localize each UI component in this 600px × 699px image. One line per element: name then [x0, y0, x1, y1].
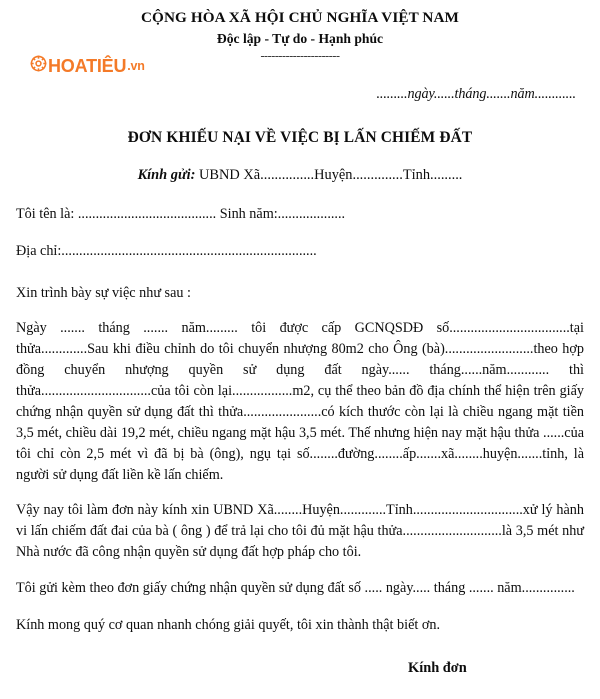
logo-wordmark: HOATIÊU	[48, 56, 127, 76]
date-placeholder-line: .........ngày......tháng.......năm............	[376, 85, 576, 102]
logo-tld: .vn	[127, 58, 145, 73]
ship-wheel-icon	[30, 55, 47, 77]
signature-label: Kính đơn	[408, 659, 467, 676]
body-paragraph-1: Ngày ....... tháng ....... năm......... tôi được cấp GCNQSDĐ số..................................tại thửa.............Sau khi điều chỉnh do tôi chuyển nhượng 80m2 cho Ông (bà).........................theo hợp đồng chuyển nhượng quyền sử dụng đất ngày...... tháng......năm............ thì thửa...............................của tôi còn lại.................m2, cụ thể theo bản đồ địa chính thể hiện trên giấy chứng nhận quyền sử dụng đất thì thửa......................có kích thước còn lại là chiều ngang mặt tiền 3,5 mét, chiều dài 19,2 mét, chiều ngang mặt hậu 3,5 mét. Thế nhưng hiện nay mặt hậu thửa ......của tôi chỉ còn 2,5 mét vì đã bị bà (ông), ngụ tại số........đường........ấp.......xã........huyện.......tỉnh, là người sử dụng đất liền kề lấn chiếm.	[16, 320, 584, 483]
recipient-label: Kính gửi:	[137, 166, 196, 183]
statement-intro: Xin trình bày sự việc như sau :	[16, 285, 191, 302]
field-address: Địa chỉ:........................................................................	[16, 243, 317, 259]
national-motto: Độc lập - Tự do - Hạnh phúc	[216, 31, 384, 47]
body-paragraph-2: Vậy nay tôi làm đơn này kính xin UBND Xã........Huyện.............Tỉnh...............................xử lý hành vi lấn chiếm đất đai của bà ( ông ) để trả lại cho tôi đủ mặt hậu thửa............................là 3,5 mét như Nhà nước đã công nhận quyền sử dụng đất hợp pháp cho tôi.	[16, 502, 584, 561]
header-separator: ----------------------	[260, 51, 340, 62]
recipient-line	[16, 167, 584, 184]
document-title: ĐƠN KHIẾU NẠI VỀ VIỆC BỊ LẤN CHIẾM ĐẤT	[127, 128, 473, 146]
nation-title: CỘNG HÒA XÃ HỘI CHỦ NGHĨA VIỆT NAM	[140, 9, 459, 26]
recipient-value: UBND Xã...............Huyện..............Tỉnh.........	[199, 166, 463, 183]
hoatieu-watermark-logo	[30, 55, 145, 77]
closing-paragraph: Kính mong quý cơ quan nhanh chóng giải quyết, tôi xin thành thật biết ơn.	[16, 616, 441, 633]
body-paragraph-3: Tôi gửi kèm theo đơn giấy chứng nhận quyền sử dụng đất số ..... ngày..... tháng ....... năm...............	[16, 580, 575, 597]
field-name-birthyear: Tôi tên là: ....................................... Sinh năm:...................	[16, 205, 346, 222]
